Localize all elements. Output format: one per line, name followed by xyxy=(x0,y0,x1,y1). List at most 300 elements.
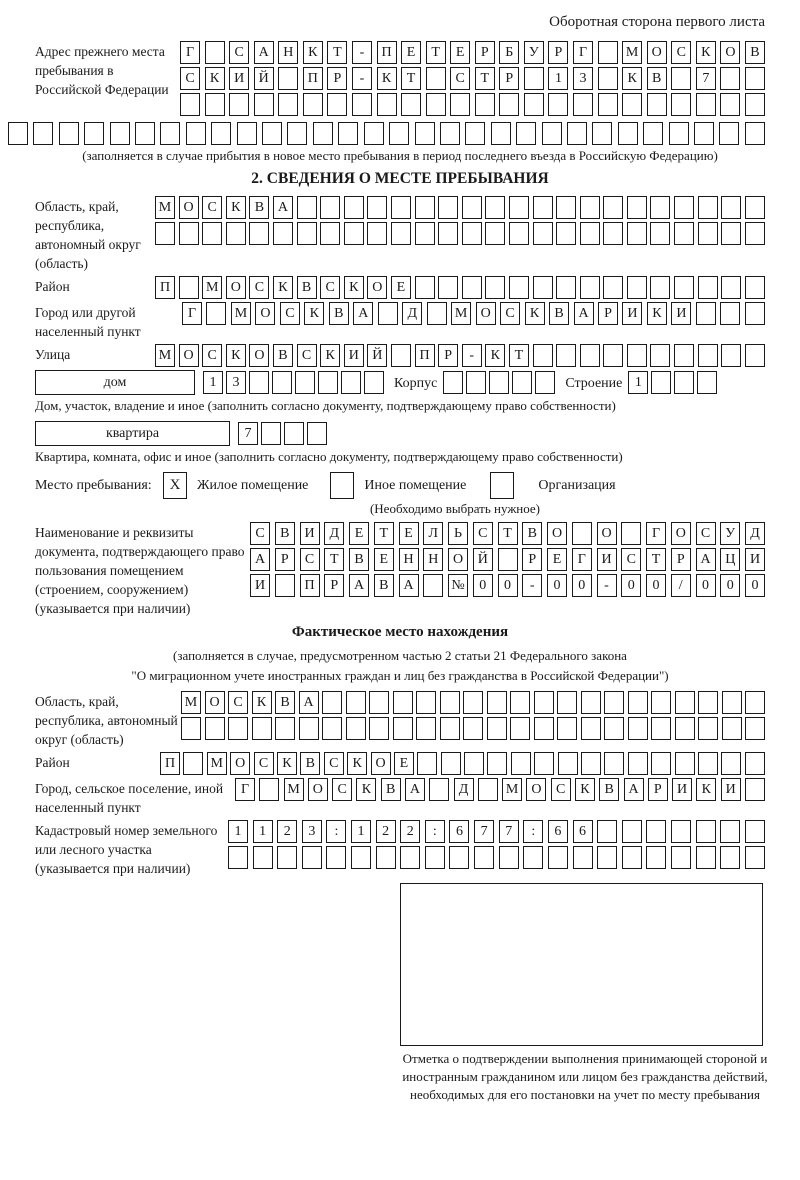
form-cell[interactable] xyxy=(389,122,409,145)
form-cell[interactable]: 6 xyxy=(573,820,593,843)
form-cell[interactable]: К xyxy=(277,752,297,775)
form-cell[interactable] xyxy=(364,371,384,394)
form-cell[interactable]: А xyxy=(696,548,716,571)
form-cell[interactable]: 3 xyxy=(226,371,246,394)
form-cell[interactable]: А xyxy=(250,548,270,571)
form-cell[interactable] xyxy=(719,122,739,145)
form-cell[interactable] xyxy=(721,196,741,219)
form-cell[interactable] xyxy=(745,222,765,245)
form-cell[interactable] xyxy=(443,371,463,394)
form-cell[interactable] xyxy=(627,196,647,219)
form-cell[interactable] xyxy=(485,276,505,299)
form-cell[interactable] xyxy=(698,222,718,245)
form-cell[interactable]: С xyxy=(228,691,248,714)
form-cell[interactable] xyxy=(391,196,411,219)
form-cell[interactable]: О xyxy=(255,302,275,325)
form-cell[interactable]: Е xyxy=(399,522,419,545)
form-cell[interactable] xyxy=(604,752,624,775)
form-cell[interactable] xyxy=(722,691,742,714)
form-cell[interactable]: И xyxy=(745,548,765,571)
form-cell[interactable] xyxy=(674,344,694,367)
form-cell[interactable] xyxy=(669,122,689,145)
form-cell[interactable]: № xyxy=(448,574,468,597)
form-cell[interactable]: А xyxy=(624,778,644,801)
form-cell[interactable] xyxy=(186,122,206,145)
form-cell[interactable]: Е xyxy=(401,41,421,64)
form-cell[interactable] xyxy=(650,276,670,299)
form-cell[interactable] xyxy=(367,196,387,219)
form-cell[interactable] xyxy=(237,122,257,145)
form-cell[interactable]: И xyxy=(300,522,320,545)
form-cell[interactable]: 0 xyxy=(745,574,765,597)
form-cell[interactable] xyxy=(449,846,469,869)
form-cell[interactable]: В xyxy=(374,574,394,597)
form-cell[interactable]: В xyxy=(300,752,320,775)
form-cell[interactable]: М xyxy=(284,778,304,801)
form-cell[interactable] xyxy=(297,196,317,219)
form-cell[interactable] xyxy=(277,846,297,869)
form-cell[interactable] xyxy=(556,276,576,299)
form-cell[interactable]: К xyxy=(273,276,293,299)
form-cell[interactable] xyxy=(556,344,576,367)
form-cell[interactable]: О xyxy=(476,302,496,325)
form-cell[interactable]: Т xyxy=(509,344,529,367)
form-cell[interactable] xyxy=(391,344,411,367)
form-cell[interactable] xyxy=(183,752,203,775)
form-cell[interactable] xyxy=(671,820,691,843)
form-cell[interactable] xyxy=(580,222,600,245)
form-cell[interactable] xyxy=(160,122,180,145)
form-cell[interactable]: В xyxy=(522,522,542,545)
form-cell[interactable]: Е xyxy=(349,522,369,545)
form-cell[interactable] xyxy=(597,820,617,843)
form-cell[interactable] xyxy=(462,276,482,299)
form-cell[interactable]: 3 xyxy=(573,67,593,90)
form-cell[interactable]: К xyxy=(525,302,545,325)
form-cell[interactable]: И xyxy=(622,302,642,325)
form-cell[interactable]: К xyxy=(320,344,340,367)
form-cell[interactable]: О xyxy=(671,522,691,545)
form-cell[interactable]: М xyxy=(155,344,175,367)
form-cell[interactable]: Н xyxy=(399,548,419,571)
form-cell[interactable]: Т xyxy=(426,41,446,64)
form-cell[interactable] xyxy=(722,717,742,740)
form-cell[interactable] xyxy=(249,371,269,394)
form-cell[interactable] xyxy=(464,752,484,775)
form-cell[interactable]: С xyxy=(473,522,493,545)
form-cell[interactable]: С xyxy=(280,302,300,325)
form-cell[interactable] xyxy=(211,122,231,145)
form-cell[interactable] xyxy=(674,222,694,245)
form-cell[interactable]: В xyxy=(599,778,619,801)
form-cell[interactable] xyxy=(489,371,509,394)
form-cell[interactable] xyxy=(603,222,623,245)
form-cell[interactable]: Р xyxy=(499,67,519,90)
form-cell[interactable] xyxy=(650,196,670,219)
form-cell[interactable]: Т xyxy=(327,41,347,64)
form-cell[interactable] xyxy=(155,222,175,245)
form-cell[interactable] xyxy=(229,93,249,116)
form-cell[interactable]: С xyxy=(332,778,352,801)
form-cell[interactable]: А xyxy=(254,41,274,64)
form-cell[interactable] xyxy=(299,717,319,740)
form-cell[interactable] xyxy=(581,691,601,714)
form-cell[interactable]: Д xyxy=(324,522,344,545)
form-cell[interactable] xyxy=(598,41,618,64)
form-cell[interactable] xyxy=(745,302,765,325)
form-cell[interactable]: О xyxy=(179,196,199,219)
form-cell[interactable] xyxy=(202,222,222,245)
form-cell[interactable]: М xyxy=(202,276,222,299)
form-cell[interactable]: У xyxy=(720,522,740,545)
form-cell[interactable]: К xyxy=(252,691,272,714)
form-cell[interactable]: С xyxy=(450,67,470,90)
form-cell[interactable]: М xyxy=(451,302,471,325)
form-cell[interactable] xyxy=(346,691,366,714)
form-cell[interactable]: К xyxy=(303,41,323,64)
form-cell[interactable]: Н xyxy=(423,548,443,571)
form-cell[interactable]: О xyxy=(308,778,328,801)
form-cell[interactable]: Ц xyxy=(720,548,740,571)
form-cell[interactable] xyxy=(516,122,536,145)
form-cell[interactable] xyxy=(509,222,529,245)
form-cell[interactable] xyxy=(671,93,691,116)
form-cell[interactable]: Н xyxy=(278,41,298,64)
form-cell[interactable]: - xyxy=(352,41,372,64)
form-cell[interactable] xyxy=(651,371,671,394)
form-cell[interactable]: Г xyxy=(646,522,666,545)
form-cell[interactable]: Ь xyxy=(448,522,468,545)
form-cell[interactable] xyxy=(400,846,420,869)
form-cell[interactable] xyxy=(425,846,445,869)
form-cell[interactable] xyxy=(698,344,718,367)
form-cell[interactable]: 0 xyxy=(696,574,716,597)
form-cell[interactable]: Р xyxy=(548,41,568,64)
form-cell[interactable] xyxy=(307,422,327,445)
form-cell[interactable] xyxy=(261,422,281,445)
form-cell[interactable]: П xyxy=(303,67,323,90)
form-cell[interactable] xyxy=(533,196,553,219)
form-cell[interactable] xyxy=(302,846,322,869)
form-cell[interactable]: Г xyxy=(572,548,592,571)
form-cell[interactable]: А xyxy=(574,302,594,325)
form-cell[interactable]: С xyxy=(320,276,340,299)
form-cell[interactable] xyxy=(580,276,600,299)
form-cell[interactable]: А xyxy=(349,574,369,597)
form-cell[interactable] xyxy=(720,820,740,843)
form-cell[interactable] xyxy=(573,93,593,116)
form-cell[interactable] xyxy=(369,691,389,714)
form-cell[interactable] xyxy=(364,122,384,145)
form-cell[interactable] xyxy=(59,122,79,145)
form-cell[interactable]: С xyxy=(324,752,344,775)
form-cell[interactable] xyxy=(647,93,667,116)
form-cell[interactable]: О xyxy=(371,752,391,775)
form-cell[interactable] xyxy=(253,846,273,869)
form-cell[interactable]: С xyxy=(180,67,200,90)
form-cell[interactable]: С xyxy=(300,548,320,571)
form-cell[interactable]: И xyxy=(250,574,270,597)
form-cell[interactable] xyxy=(627,222,647,245)
form-cell[interactable] xyxy=(511,752,531,775)
form-cell[interactable]: К xyxy=(226,344,246,367)
form-cell[interactable]: Р xyxy=(671,548,691,571)
form-cell[interactable] xyxy=(509,276,529,299)
form-cell[interactable]: В xyxy=(381,778,401,801)
form-cell[interactable] xyxy=(440,122,460,145)
form-cell[interactable]: 0 xyxy=(498,574,518,597)
form-cell[interactable] xyxy=(698,691,718,714)
form-cell[interactable]: С xyxy=(696,522,716,545)
form-cell[interactable] xyxy=(367,222,387,245)
form-cell[interactable] xyxy=(499,93,519,116)
form-cell[interactable] xyxy=(440,717,460,740)
form-cell[interactable] xyxy=(622,846,642,869)
form-cell[interactable] xyxy=(485,222,505,245)
form-cell[interactable]: И xyxy=(721,778,741,801)
form-cell[interactable]: Е xyxy=(547,548,567,571)
form-cell[interactable]: К xyxy=(575,778,595,801)
form-cell[interactable] xyxy=(696,846,716,869)
form-cell[interactable]: Т xyxy=(646,548,666,571)
form-cell[interactable] xyxy=(478,778,498,801)
form-cell[interactable]: О xyxy=(367,276,387,299)
form-cell[interactable] xyxy=(438,276,458,299)
checkbox-inoe[interactable] xyxy=(330,472,354,499)
form-cell[interactable] xyxy=(745,691,765,714)
form-cell[interactable] xyxy=(320,196,340,219)
form-cell[interactable] xyxy=(720,93,740,116)
form-cell[interactable] xyxy=(674,196,694,219)
form-cell[interactable] xyxy=(322,717,342,740)
form-cell[interactable] xyxy=(646,820,666,843)
form-cell[interactable]: 1 xyxy=(228,820,248,843)
form-cell[interactable] xyxy=(259,778,279,801)
form-cell[interactable]: К xyxy=(696,41,716,64)
form-cell[interactable] xyxy=(498,548,518,571)
form-cell[interactable]: Р xyxy=(275,548,295,571)
form-cell[interactable] xyxy=(369,717,389,740)
form-cell[interactable]: Т xyxy=(498,522,518,545)
form-cell[interactable]: 0 xyxy=(473,574,493,597)
form-cell[interactable]: 2 xyxy=(376,820,396,843)
form-cell[interactable] xyxy=(295,371,315,394)
form-cell[interactable]: : xyxy=(326,820,346,843)
form-cell[interactable]: Г xyxy=(180,41,200,64)
form-cell[interactable] xyxy=(487,717,507,740)
form-cell[interactable] xyxy=(542,122,562,145)
form-cell[interactable]: Е xyxy=(450,41,470,64)
form-cell[interactable]: Т xyxy=(475,67,495,90)
form-cell[interactable] xyxy=(548,93,568,116)
form-cell[interactable]: М xyxy=(622,41,642,64)
form-cell[interactable] xyxy=(720,846,740,869)
form-cell[interactable] xyxy=(512,371,532,394)
form-cell[interactable]: В xyxy=(275,691,295,714)
form-cell[interactable] xyxy=(721,222,741,245)
form-cell[interactable] xyxy=(534,717,554,740)
form-cell[interactable]: К xyxy=(485,344,505,367)
checkbox-organizatsiya[interactable] xyxy=(490,472,514,499)
form-cell[interactable]: К xyxy=(347,752,367,775)
form-cell[interactable] xyxy=(463,691,483,714)
form-cell[interactable] xyxy=(651,717,671,740)
form-cell[interactable]: П xyxy=(377,41,397,64)
form-cell[interactable] xyxy=(391,222,411,245)
form-cell[interactable] xyxy=(675,717,695,740)
form-cell[interactable]: Г xyxy=(182,302,202,325)
form-cell[interactable]: М xyxy=(155,196,175,219)
form-cell[interactable]: П xyxy=(415,344,435,367)
form-cell[interactable]: В xyxy=(329,302,349,325)
form-cell[interactable]: Г xyxy=(235,778,255,801)
form-cell[interactable] xyxy=(556,196,576,219)
form-cell[interactable]: О xyxy=(226,276,246,299)
form-cell[interactable]: А xyxy=(299,691,319,714)
form-cell[interactable]: М xyxy=(231,302,251,325)
form-cell[interactable] xyxy=(278,67,298,90)
form-cell[interactable] xyxy=(745,778,765,801)
form-cell[interactable] xyxy=(417,752,437,775)
form-cell[interactable]: Р xyxy=(438,344,458,367)
form-cell[interactable] xyxy=(650,344,670,367)
form-cell[interactable] xyxy=(721,276,741,299)
form-cell[interactable] xyxy=(651,691,671,714)
form-cell[interactable] xyxy=(597,846,617,869)
form-cell[interactable] xyxy=(284,422,304,445)
form-cell[interactable]: 0 xyxy=(720,574,740,597)
form-cell[interactable] xyxy=(135,122,155,145)
form-cell[interactable] xyxy=(675,691,695,714)
form-cell[interactable] xyxy=(523,846,543,869)
form-cell[interactable]: В xyxy=(297,276,317,299)
form-cell[interactable] xyxy=(179,222,199,245)
form-cell[interactable]: А xyxy=(353,302,373,325)
form-cell[interactable] xyxy=(426,67,446,90)
form-cell[interactable]: О xyxy=(249,344,269,367)
form-cell[interactable]: В xyxy=(249,196,269,219)
form-cell[interactable] xyxy=(205,717,225,740)
form-cell[interactable] xyxy=(205,41,225,64)
form-cell[interactable]: К xyxy=(304,302,324,325)
form-cell[interactable] xyxy=(474,846,494,869)
form-cell[interactable] xyxy=(429,778,449,801)
form-cell[interactable] xyxy=(674,371,694,394)
form-cell[interactable]: О xyxy=(526,778,546,801)
form-cell[interactable]: О xyxy=(597,522,617,545)
form-cell[interactable] xyxy=(441,752,461,775)
form-cell[interactable]: 0 xyxy=(621,574,641,597)
form-cell[interactable]: К xyxy=(647,302,667,325)
form-cell[interactable]: 3 xyxy=(302,820,322,843)
form-cell[interactable] xyxy=(534,752,554,775)
form-cell[interactable]: У xyxy=(524,41,544,64)
form-cell[interactable]: И xyxy=(597,548,617,571)
form-cell[interactable] xyxy=(273,222,293,245)
form-cell[interactable]: 7 xyxy=(499,820,519,843)
form-cell[interactable] xyxy=(627,344,647,367)
form-cell[interactable] xyxy=(510,717,530,740)
form-cell[interactable] xyxy=(604,691,624,714)
form-cell[interactable]: - xyxy=(522,574,542,597)
form-cell[interactable]: Р xyxy=(648,778,668,801)
form-cell[interactable]: Й xyxy=(473,548,493,571)
form-cell[interactable] xyxy=(249,222,269,245)
form-cell[interactable]: В xyxy=(273,344,293,367)
form-cell[interactable] xyxy=(228,846,248,869)
form-cell[interactable]: Л xyxy=(423,522,443,545)
form-cell[interactable]: В xyxy=(647,67,667,90)
form-cell[interactable] xyxy=(580,196,600,219)
form-cell[interactable]: И xyxy=(344,344,364,367)
form-cell[interactable]: С xyxy=(500,302,520,325)
form-cell[interactable] xyxy=(376,846,396,869)
form-cell[interactable] xyxy=(534,691,554,714)
form-cell[interactable]: 7 xyxy=(696,67,716,90)
form-cell[interactable] xyxy=(272,371,292,394)
form-cell[interactable] xyxy=(745,93,765,116)
form-cell[interactable] xyxy=(628,752,648,775)
form-cell[interactable]: 1 xyxy=(253,820,273,843)
form-cell[interactable] xyxy=(622,820,642,843)
form-cell[interactable] xyxy=(351,846,371,869)
form-cell[interactable]: 1 xyxy=(628,371,648,394)
form-cell[interactable]: Б xyxy=(499,41,519,64)
form-cell[interactable] xyxy=(698,752,718,775)
form-cell[interactable]: 2 xyxy=(277,820,297,843)
form-cell[interactable] xyxy=(415,196,435,219)
form-cell[interactable] xyxy=(320,222,340,245)
form-cell[interactable] xyxy=(567,122,587,145)
form-cell[interactable]: К xyxy=(622,67,642,90)
form-cell[interactable]: С xyxy=(621,548,641,571)
form-cell[interactable] xyxy=(720,302,740,325)
form-cell[interactable] xyxy=(622,93,642,116)
form-cell[interactable] xyxy=(327,93,347,116)
form-cell[interactable]: Е xyxy=(374,548,394,571)
form-cell[interactable]: И xyxy=(671,302,691,325)
form-cell[interactable]: 0 xyxy=(547,574,567,597)
form-cell[interactable] xyxy=(598,67,618,90)
form-cell[interactable]: Р xyxy=(475,41,495,64)
form-cell[interactable] xyxy=(466,371,486,394)
form-cell[interactable] xyxy=(696,302,716,325)
form-cell[interactable] xyxy=(226,222,246,245)
form-cell[interactable] xyxy=(572,522,592,545)
form-cell[interactable]: Г xyxy=(573,41,593,64)
form-cell[interactable]: С xyxy=(254,752,274,775)
form-cell[interactable] xyxy=(297,222,317,245)
form-cell[interactable] xyxy=(499,846,519,869)
form-cell[interactable] xyxy=(326,846,346,869)
form-cell[interactable]: А xyxy=(399,574,419,597)
form-cell[interactable] xyxy=(416,717,436,740)
form-cell[interactable] xyxy=(646,846,666,869)
form-cell[interactable]: 6 xyxy=(449,820,469,843)
form-cell[interactable] xyxy=(698,196,718,219)
form-cell[interactable]: С xyxy=(551,778,571,801)
form-cell[interactable] xyxy=(377,93,397,116)
form-cell[interactable] xyxy=(604,717,624,740)
form-cell[interactable] xyxy=(450,93,470,116)
form-cell[interactable] xyxy=(378,302,398,325)
form-cell[interactable] xyxy=(650,222,670,245)
form-cell[interactable] xyxy=(721,752,741,775)
form-cell[interactable]: К xyxy=(344,276,364,299)
form-cell[interactable] xyxy=(338,122,358,145)
form-cell[interactable]: И xyxy=(672,778,692,801)
form-cell[interactable] xyxy=(415,122,435,145)
